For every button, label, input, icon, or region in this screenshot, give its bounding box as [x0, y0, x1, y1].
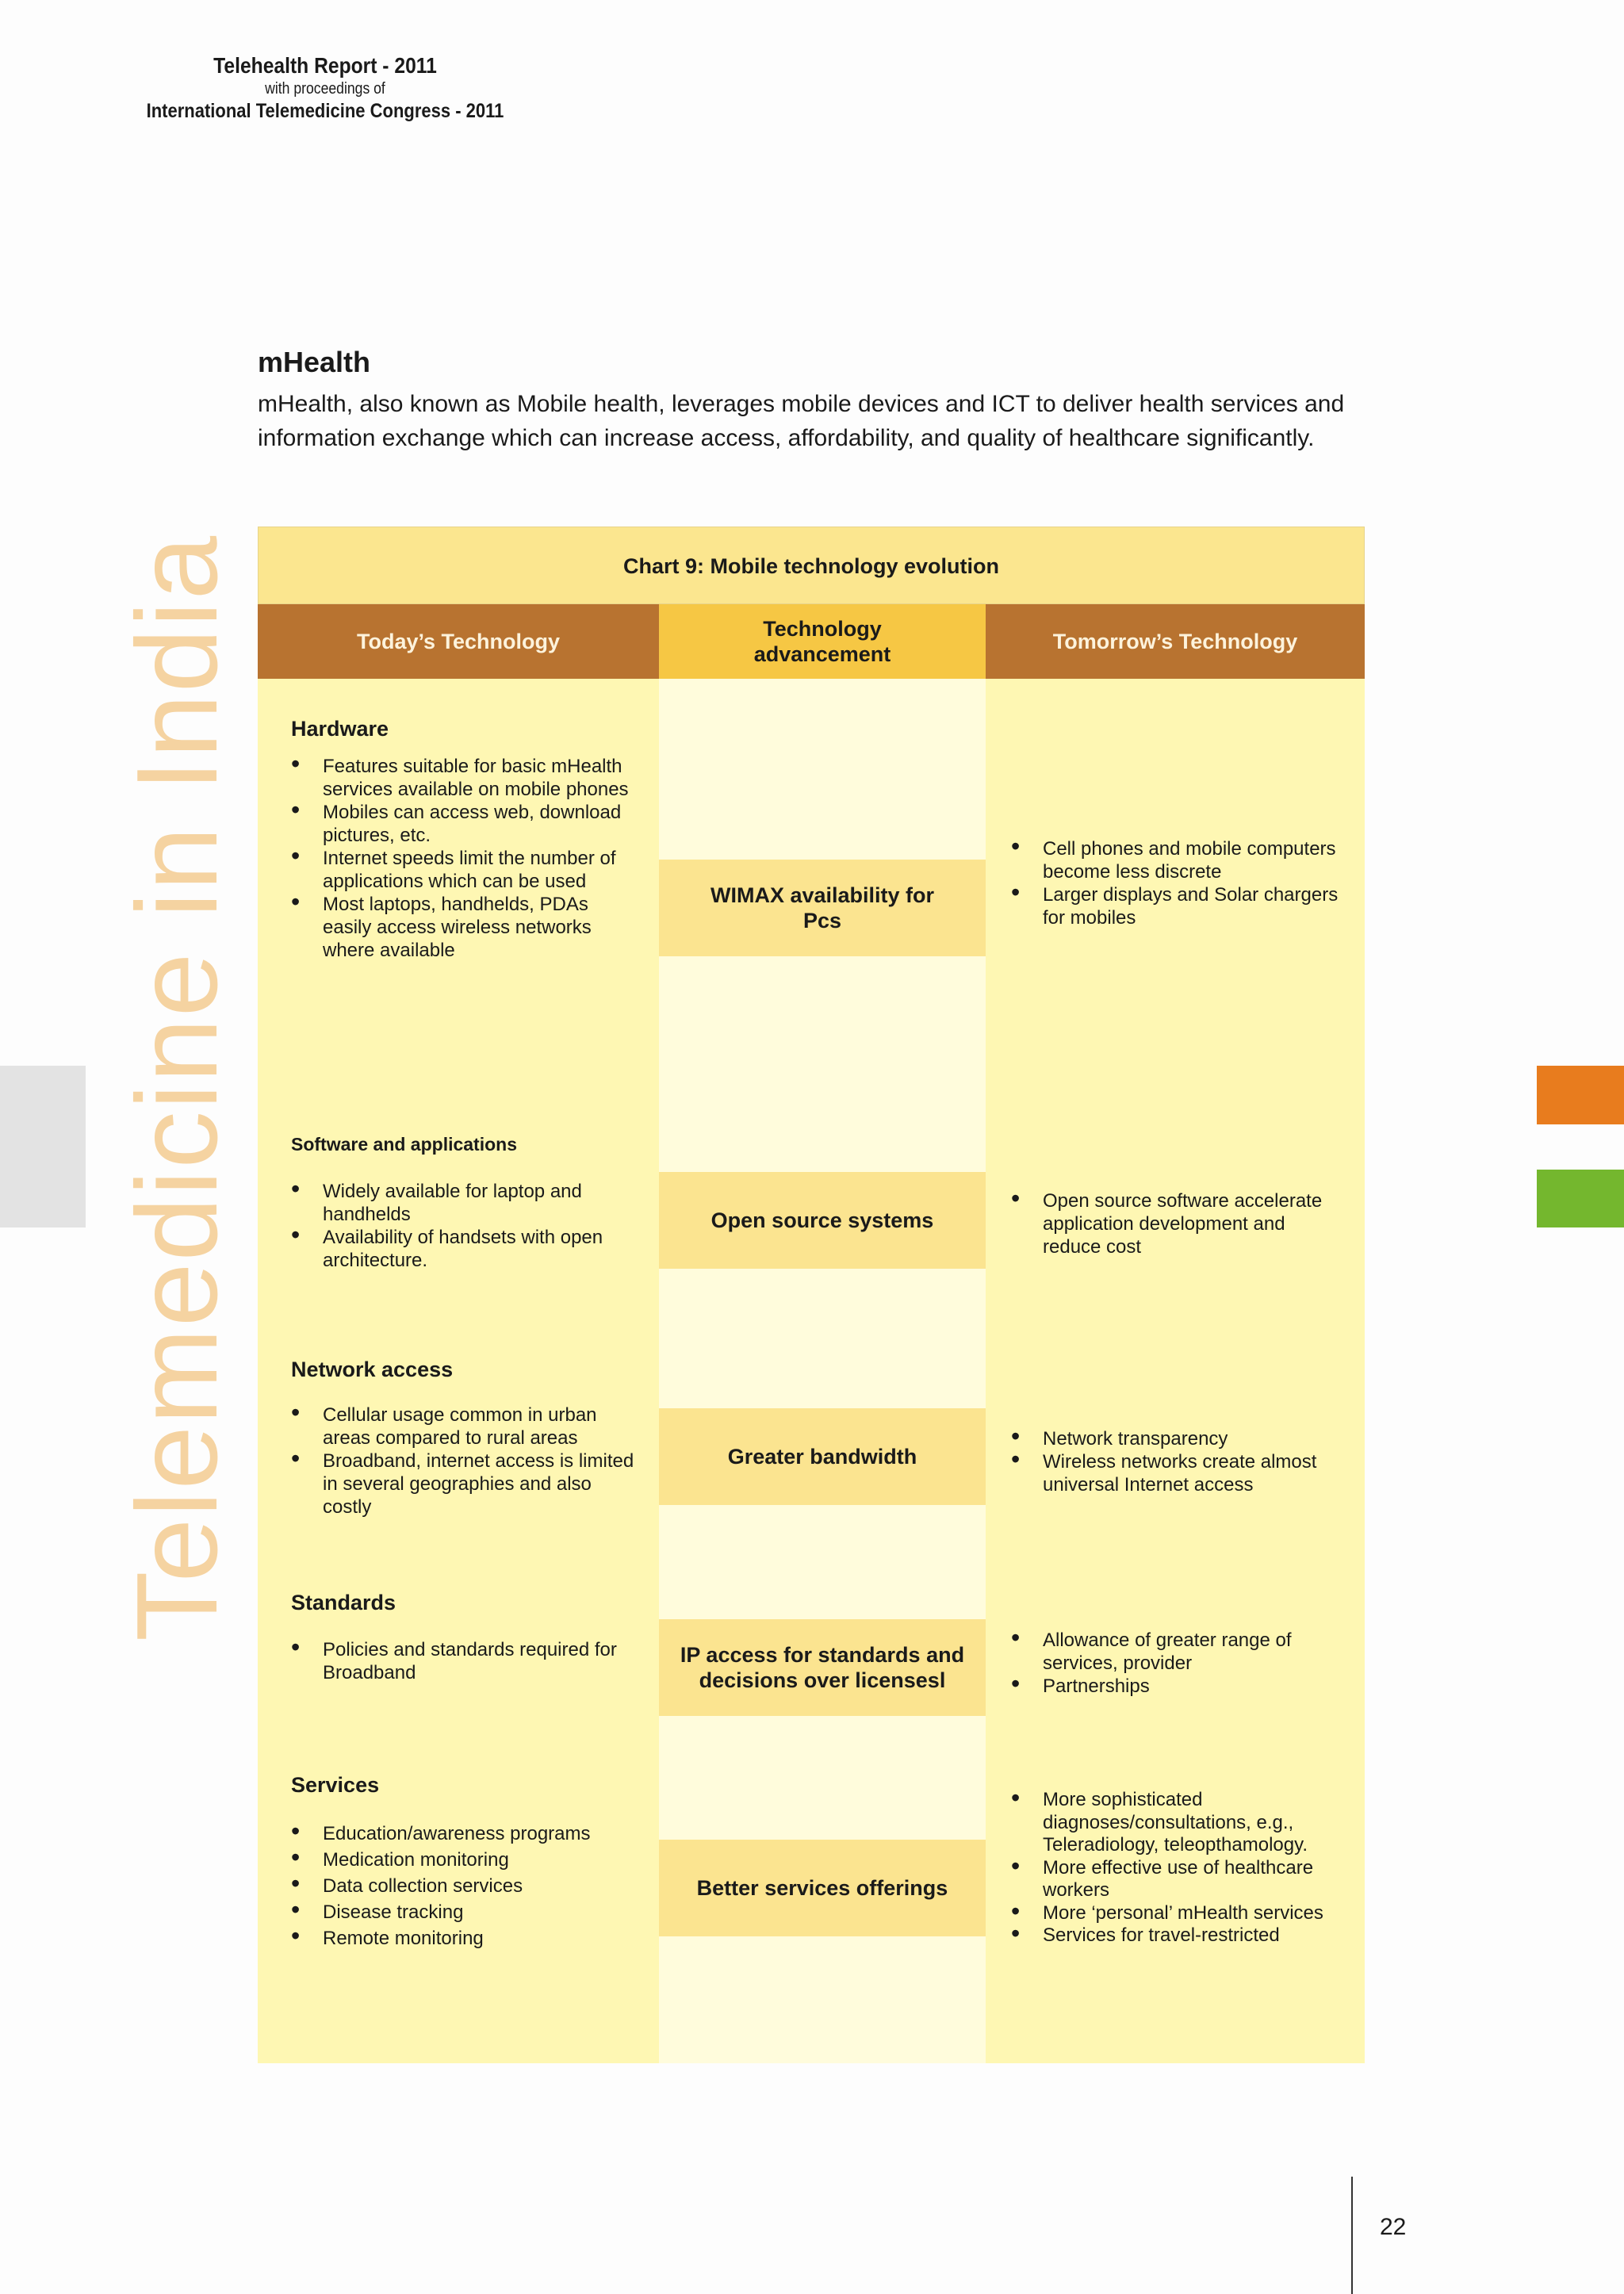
category-software: Software and applications: [291, 1134, 517, 1155]
column-header-advancement-label: Technology advancement: [753, 617, 891, 666]
list-item: • Wireless networks create almost universal Internet access: [1011, 1450, 1344, 1496]
category-hardware: Hardware: [291, 717, 389, 741]
list-item: • Cell phones and mobile computers become less discrete: [1011, 837, 1344, 883]
list-item: • Medication monitoring: [291, 1847, 640, 1873]
running-header: [119, 52, 531, 124]
column-header-tomorrow: Tomorrow’s Technology: [986, 604, 1365, 679]
today-list-services: [291, 1821, 640, 1951]
advancement-software: [659, 1172, 986, 1269]
list-item: • Mobiles can access web, download pictures, etc.: [291, 801, 640, 847]
congress-title: International Telemedicine Congress - 2011: [146, 100, 504, 122]
list-item: • Network transparency: [1011, 1427, 1344, 1450]
advancement-services: [659, 1840, 986, 1936]
list-item: • Widely available for laptop and handhelds: [291, 1180, 640, 1226]
report-subtitle: with proceedings of: [265, 80, 385, 98]
advancement-network: [659, 1408, 986, 1505]
list-item: • Features suitable for basic mHealth services available on mobile phones: [291, 755, 640, 801]
list-item: • Availability of handsets with open architecture.: [291, 1226, 640, 1272]
advancement-standards: [659, 1619, 986, 1716]
today-list-software: [291, 1180, 640, 1272]
list-item: • Broadband, internet access is limited in several geographies and also costly: [291, 1450, 640, 1518]
advancement-label: IP access for standards and decisions over licensesl: [680, 1643, 965, 1692]
list-item: • Cellular usage common in urban areas compared to rural areas: [291, 1404, 640, 1450]
page-number: 22: [1380, 2214, 1407, 2240]
list-item: • Internet speeds limit the number of applications which can be used: [291, 847, 640, 893]
advancement-label: Better services offerings: [696, 1876, 948, 1900]
advancement-hardware: [659, 860, 986, 956]
list-item: • More sophisticated diagnoses/consultations, e.g., Teleradiology, teleopthamology.: [1011, 1789, 1344, 1857]
tomorrow-list-services: [1011, 1789, 1344, 1947]
list-item: • Larger displays and Solar chargers for mobiles: [1011, 883, 1344, 929]
tomorrow-list-software: [1011, 1189, 1344, 1258]
side-tab-green: [1537, 1170, 1624, 1227]
side-tab-orange: [1537, 1066, 1624, 1124]
tomorrow-list-hardware: [1011, 837, 1344, 929]
column-header-advancement: [659, 604, 986, 679]
chart-title: Chart 9: Mobile technology evolution: [258, 527, 1365, 604]
list-item: • Most laptops, handhelds, PDAs easily access wireless networks where available: [291, 893, 640, 962]
list-item: • Data collection services: [291, 1873, 640, 1899]
category-network: Network access: [291, 1358, 454, 1381]
list-item: • Open source software accelerate application development and reduce cost: [1011, 1189, 1344, 1258]
footer-rule: [1351, 2177, 1353, 2294]
advancement-label: Open source systems: [710, 1208, 934, 1232]
side-tab-gray: [0, 1066, 86, 1227]
section-intro: mHealth, also known as Mobile health, leverages mobile devices and ICT to deliver health services and information exchange which can increase access, affordability, and quality of healthcare significantly.: [258, 391, 1345, 451]
list-item: • Policies and standards required for Broadband: [291, 1638, 640, 1684]
today-list-hardware: [291, 755, 640, 962]
column-header-today: Today’s Technology: [258, 604, 659, 679]
today-list-network: [291, 1404, 640, 1518]
list-item: • More effective use of healthcare workers: [1011, 1857, 1344, 1902]
category-standards: Standards: [291, 1591, 396, 1614]
category-services: Services: [291, 1773, 380, 1797]
tomorrow-list-standards: [1011, 1629, 1344, 1698]
today-list-standards: [291, 1638, 640, 1684]
list-item: • Disease tracking: [291, 1899, 640, 1925]
section-title: mHealth: [258, 346, 371, 378]
report-title: Telehealth Report - 2011: [213, 53, 437, 78]
side-label: Telemedicine in India: [113, 534, 241, 1641]
list-item: • Education/awareness programs: [291, 1821, 640, 1847]
advancement-label: WIMAX availability for Pcs: [710, 883, 935, 933]
list-item: • Services for travel-restricted: [1011, 1924, 1344, 1947]
list-item: • Allowance of greater range of services, provider: [1011, 1629, 1344, 1675]
list-item: • Partnerships: [1011, 1675, 1344, 1698]
advancement-label: Greater bandwidth: [727, 1445, 917, 1469]
list-item: • More ‘personal’ mHealth services: [1011, 1902, 1344, 1925]
list-item: • Remote monitoring: [291, 1925, 640, 1951]
chart-table: [258, 527, 1365, 2063]
tomorrow-list-network: [1011, 1427, 1344, 1496]
